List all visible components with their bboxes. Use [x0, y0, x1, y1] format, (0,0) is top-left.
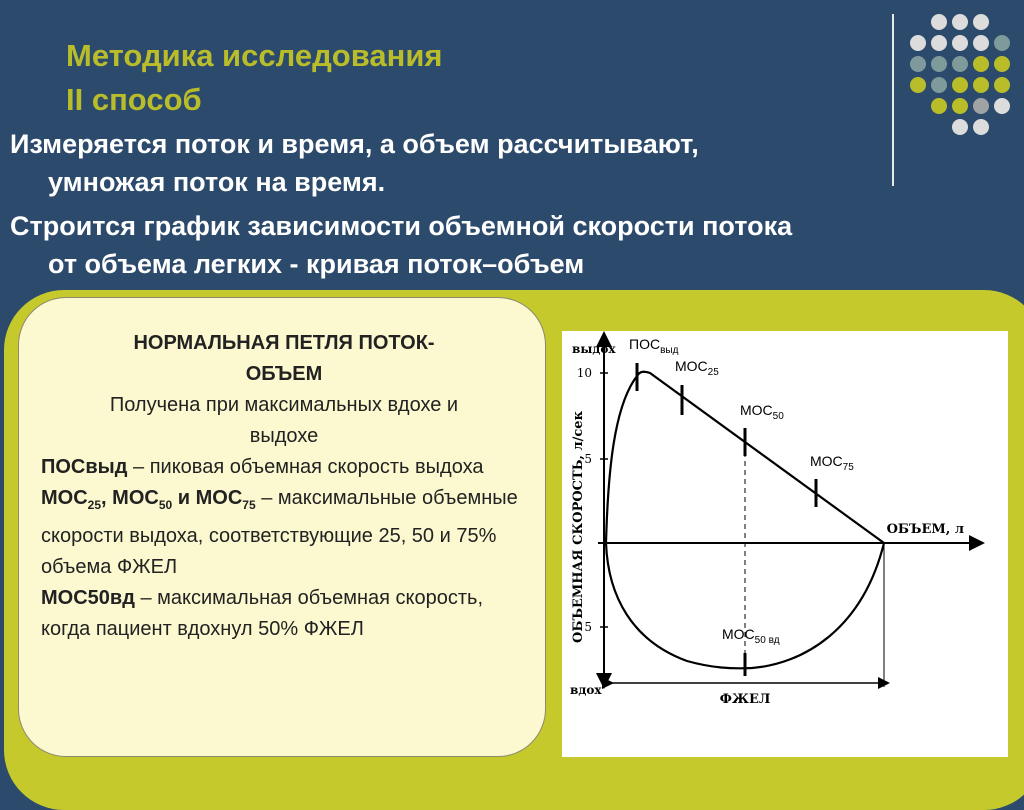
mos-and: и	[172, 487, 196, 509]
paragraph-2	[10, 207, 1020, 283]
decorative-dot	[973, 56, 989, 72]
pos-term: ПОСвыд	[41, 456, 128, 478]
flow-volume-svg	[562, 331, 1008, 757]
y-tick-label-5-bottom: 5	[584, 620, 592, 634]
annotation-mos25	[675, 358, 719, 378]
decorative-dot	[952, 98, 968, 114]
decorative-dot	[952, 14, 968, 30]
mos25-base: МОС	[41, 487, 88, 509]
pos-text: – пиковая объемная скорость выдоха	[127, 456, 484, 478]
decorative-dot	[931, 98, 947, 114]
decorative-dot	[973, 77, 989, 93]
mos-terms	[41, 487, 256, 512]
annotation-mos50vd	[722, 626, 780, 646]
annotation-mos50vd-sub: 50 вд	[754, 635, 780, 646]
paragraph-2-line1: Строится график зависимости объемной скорости потока	[10, 211, 793, 241]
decorative-dot	[931, 77, 947, 93]
decorative-dot	[973, 14, 989, 30]
annotation-mos50vd-base: МОС	[722, 626, 755, 642]
decorative-dot	[952, 56, 968, 72]
decorative-dot	[952, 35, 968, 51]
slide-title-line1: Методика исследования	[66, 38, 443, 73]
info-subtitle-line1: Получена при максимальных вдохе и	[109, 394, 459, 416]
decorative-dot	[973, 35, 989, 51]
x-axis-label: ОБЪЕМ, л	[886, 522, 964, 537]
mos-sep: ,	[101, 487, 113, 509]
decorative-dot	[973, 98, 989, 114]
paragraph-1-line2: умножая поток на время.	[48, 167, 386, 197]
decorative-dot	[910, 77, 926, 93]
info-box	[18, 297, 546, 757]
fvc-label: ФЖЕЛ	[719, 692, 771, 707]
y-bottom-label: вдох	[570, 683, 602, 697]
info-heading-line2: ОБЪЕМ	[245, 363, 323, 385]
y-tick-label-5-top: 5	[584, 452, 592, 466]
info-subtitle-line2: выдохе	[249, 425, 319, 447]
decorative-dot	[910, 56, 926, 72]
info-heading	[41, 328, 527, 390]
y-axis-label: ОБЪЕМНАЯ СКОРОСТЬ, л/сек	[571, 411, 586, 643]
mos75-base: МОС	[195, 487, 243, 509]
mos25-sub: 25	[87, 498, 102, 512]
decorative-dot	[910, 35, 926, 51]
annotation-mos75-base: МОС	[810, 453, 843, 469]
mos50-base: МОС	[112, 487, 159, 509]
slide-title	[66, 34, 443, 122]
annotation-mos25-base: МОС	[675, 358, 708, 374]
y-top-label: выдох	[572, 342, 616, 356]
slide-title-line2: II способ	[66, 82, 202, 117]
flow-volume-chart	[562, 331, 1008, 757]
decorative-dot	[994, 98, 1010, 114]
mos50vd-definition	[41, 583, 527, 645]
decorative-dot	[994, 35, 1010, 51]
decorative-dot	[931, 56, 947, 72]
y-tick-label-10: 10	[576, 366, 592, 380]
decorative-dot	[952, 119, 968, 135]
mos50-sub: 50	[158, 498, 173, 512]
decorative-dot	[994, 77, 1010, 93]
annotation-mos50-sub: 50	[772, 411, 784, 422]
annotation-mos50-base: МОС	[740, 402, 773, 418]
mos75-sub: 75	[242, 498, 256, 512]
mos-text: – максимальные объемные скорости выдоха, соответствующие 25, 50 и 75% объема ФЖЕЛ	[41, 487, 518, 578]
mos50vd-term: МОС50вд	[41, 587, 135, 609]
info-subtitle	[41, 390, 527, 452]
info-heading-line1: НОРМАЛЬНАЯ ПЕТЛЯ ПОТОК-	[133, 332, 435, 354]
decorative-dot	[931, 14, 947, 30]
mos-definition	[41, 483, 527, 583]
annotation-pos-base: ПОС	[629, 336, 661, 352]
decorative-dot	[973, 119, 989, 135]
paragraph-1	[10, 125, 910, 201]
pos-definition	[41, 452, 527, 483]
annotation-pos-sub: выд	[660, 345, 679, 356]
paragraph-2-line2: от объема легких - кривая поток–объем	[48, 249, 585, 279]
decorative-dot	[931, 35, 947, 51]
paragraph-1-line1: Измеряется поток и время, а объем рассчитывают,	[10, 129, 699, 159]
decorative-dot	[994, 56, 1010, 72]
annotation-mos75-sub: 75	[842, 462, 854, 473]
annotation-mos75	[810, 453, 854, 473]
decorative-dot	[952, 77, 968, 93]
annotation-mos50	[740, 402, 784, 422]
annotation-pos	[629, 336, 679, 356]
annotation-mos25-sub: 25	[707, 367, 719, 378]
mos50vd-text: – максимальная объемная скорость, когда пациент вдохнул 50% ФЖЕЛ	[41, 587, 484, 640]
